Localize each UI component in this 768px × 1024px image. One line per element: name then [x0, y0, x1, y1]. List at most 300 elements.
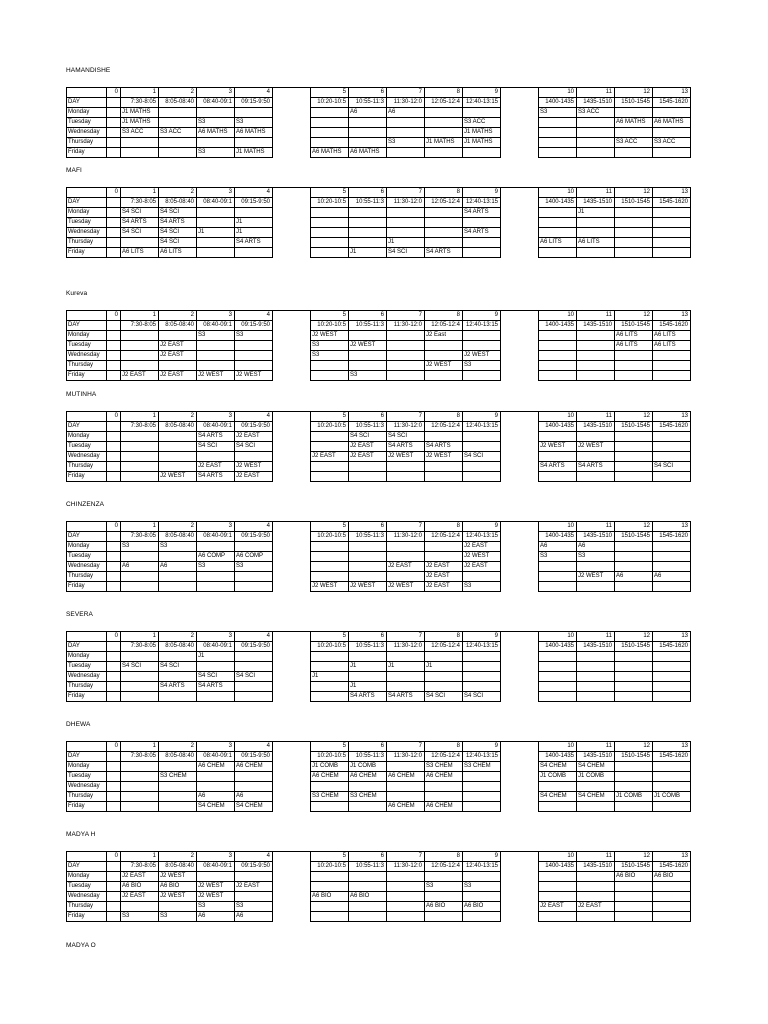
- class-cell: [121, 762, 159, 772]
- spacer-cell: [501, 782, 539, 792]
- day-name: Thursday: [67, 361, 107, 371]
- class-cell: [539, 582, 577, 592]
- class-cell: S3: [539, 108, 577, 118]
- day-name: Friday: [67, 472, 107, 482]
- column-number: 12: [615, 88, 653, 98]
- class-cell: A6: [577, 542, 615, 552]
- class-cell: S3: [463, 361, 501, 371]
- spacer-cell: [501, 148, 539, 158]
- column-number-row: [67, 412, 691, 422]
- class-cell: [197, 351, 235, 361]
- column-number: 3: [197, 188, 235, 198]
- class-cell: [235, 892, 273, 902]
- column-number: 3: [197, 742, 235, 752]
- period-time: 08:40-09:1: [197, 642, 235, 652]
- period-time: 09:15-9:50: [235, 198, 273, 208]
- class-cell: [463, 872, 501, 882]
- class-cell: [577, 692, 615, 702]
- class-cell: A6 BIO: [653, 872, 691, 882]
- spacer-cell: [273, 892, 311, 902]
- class-cell: [349, 882, 387, 892]
- class-cell: [577, 562, 615, 572]
- class-cell: [615, 148, 653, 158]
- column-number: 3: [197, 88, 235, 98]
- day-name: Monday: [67, 652, 107, 662]
- class-cell: [235, 582, 273, 592]
- spacer-cell: [501, 442, 539, 452]
- period-cell: [107, 462, 121, 472]
- day-name: Thursday: [67, 572, 107, 582]
- day-name: Tuesday: [67, 218, 107, 228]
- column-number-row: [67, 311, 691, 321]
- class-cell: J2 EAST: [159, 371, 197, 381]
- class-cell: S3: [539, 552, 577, 562]
- class-cell: [463, 572, 501, 582]
- class-cell: J1: [197, 652, 235, 662]
- class-cell: J2 EAST: [425, 572, 463, 582]
- period-time: 12:05-12:4: [425, 862, 463, 872]
- column-number: 5: [311, 522, 349, 532]
- timetable-grid: [66, 187, 691, 258]
- column-number: 12: [615, 412, 653, 422]
- period-time: 10:20-10:5: [311, 321, 349, 331]
- timetable-grid: [66, 87, 691, 158]
- class-cell: [311, 248, 349, 258]
- class-cell: S3 CHEM: [311, 792, 349, 802]
- class-cell: J2 EAST: [577, 902, 615, 912]
- class-cell: [653, 692, 691, 702]
- class-cell: [463, 652, 501, 662]
- day-row: [67, 872, 691, 882]
- period-time: 7:30-8:05: [121, 98, 159, 108]
- class-cell: [197, 248, 235, 258]
- spacer-cell: [273, 371, 311, 381]
- teacher-name: SEVERA: [66, 611, 93, 618]
- teacher-name: MAFI: [66, 167, 82, 174]
- class-cell: [539, 341, 577, 351]
- period-time: 10:20-10:5: [311, 422, 349, 432]
- class-cell: [539, 692, 577, 702]
- class-cell: J2 EAST: [197, 462, 235, 472]
- class-cell: [615, 238, 653, 248]
- spacer-cell: [273, 432, 311, 442]
- column-number: 6: [349, 88, 387, 98]
- class-cell: S4 SCI: [425, 692, 463, 702]
- column-number: 13: [653, 522, 691, 532]
- period-cell: [107, 882, 121, 892]
- day-row: [67, 762, 691, 772]
- class-cell: S4 ARTS: [159, 218, 197, 228]
- class-cell: [615, 662, 653, 672]
- day-name: Tuesday: [67, 662, 107, 672]
- class-cell: [387, 892, 425, 902]
- column-number: 4: [235, 742, 273, 752]
- spacer-cell: [273, 562, 311, 572]
- class-cell: [539, 562, 577, 572]
- class-cell: [425, 792, 463, 802]
- class-cell: A6 LITS: [615, 331, 653, 341]
- period-cell: [107, 892, 121, 902]
- column-number: 6: [349, 522, 387, 532]
- class-cell: S3: [235, 562, 273, 572]
- class-cell: A6 BIO: [463, 902, 501, 912]
- class-cell: S3: [235, 902, 273, 912]
- column-number: 8: [425, 88, 463, 98]
- class-cell: [387, 682, 425, 692]
- day-row: [67, 652, 691, 662]
- class-cell: [463, 248, 501, 258]
- class-cell: J1 MATHS: [121, 118, 159, 128]
- class-cell: [311, 542, 349, 552]
- class-cell: [615, 351, 653, 361]
- class-cell: [311, 138, 349, 148]
- spacer-cell: [273, 248, 311, 258]
- class-cell: J2 WEST: [425, 452, 463, 462]
- class-cell: J2 WEST: [349, 341, 387, 351]
- period-time: 8:05-08:40: [159, 198, 197, 208]
- period-time: 11:30-12:0: [387, 98, 425, 108]
- class-cell: [121, 238, 159, 248]
- period-cell: [107, 682, 121, 692]
- class-cell: A6 MATHS: [615, 118, 653, 128]
- spacer-cell: [501, 188, 539, 198]
- class-cell: [387, 228, 425, 238]
- spacer-cell: [501, 672, 539, 682]
- class-cell: S3: [311, 351, 349, 361]
- spacer-cell: [501, 208, 539, 218]
- class-cell: [311, 882, 349, 892]
- spacer-cell: [501, 632, 539, 642]
- column-number: 7: [387, 522, 425, 532]
- class-cell: [653, 208, 691, 218]
- class-cell: [235, 772, 273, 782]
- timetable-grid: [66, 411, 691, 482]
- column-number: 5: [311, 188, 349, 198]
- period-time: 8:05-08:40: [159, 321, 197, 331]
- class-cell: S4 SCI: [387, 248, 425, 258]
- column-number: 13: [653, 188, 691, 198]
- class-cell: S4 SCI: [159, 208, 197, 218]
- day-row: [67, 892, 691, 902]
- period-time: 12:05-12:4: [425, 198, 463, 208]
- column-number: 10: [539, 412, 577, 422]
- spacer-cell: [501, 562, 539, 572]
- class-cell: [349, 351, 387, 361]
- timetable-grid: [66, 521, 691, 592]
- class-cell: [463, 462, 501, 472]
- class-cell: [159, 462, 197, 472]
- class-cell: [425, 682, 463, 692]
- spacer-cell: [273, 472, 311, 482]
- class-cell: [159, 118, 197, 128]
- class-cell: S3: [159, 912, 197, 922]
- column-number: 7: [387, 852, 425, 862]
- class-cell: [235, 652, 273, 662]
- spacer-cell: [501, 228, 539, 238]
- day-row: [67, 662, 691, 672]
- class-cell: [577, 452, 615, 462]
- class-cell: J1: [235, 218, 273, 228]
- class-cell: [387, 552, 425, 562]
- class-cell: [235, 452, 273, 462]
- column-number: 10: [539, 188, 577, 198]
- class-cell: J1 MATHS: [235, 148, 273, 158]
- day-name: Friday: [67, 248, 107, 258]
- day-row: [67, 452, 691, 462]
- class-cell: [387, 371, 425, 381]
- column-number: 12: [615, 632, 653, 642]
- class-cell: S3: [577, 552, 615, 562]
- period-time: 1510-1545: [615, 198, 653, 208]
- class-cell: J2 EAST: [349, 442, 387, 452]
- class-cell: J1: [425, 662, 463, 672]
- class-cell: [159, 692, 197, 702]
- day-label: DAY: [67, 862, 107, 872]
- class-cell: [387, 652, 425, 662]
- class-cell: A6 LITS: [159, 248, 197, 258]
- class-cell: A6 BIO: [311, 892, 349, 902]
- class-cell: A6 LITS: [615, 341, 653, 351]
- class-cell: A6 CHEM: [349, 772, 387, 782]
- column-number: 12: [615, 742, 653, 752]
- class-cell: [539, 892, 577, 902]
- class-cell: [197, 238, 235, 248]
- class-cell: [197, 542, 235, 552]
- class-cell: S3 ACC: [653, 138, 691, 148]
- spacer-cell: [273, 642, 311, 652]
- period-time: 1400-1435: [539, 321, 577, 331]
- class-cell: [159, 331, 197, 341]
- class-cell: A6: [387, 108, 425, 118]
- class-cell: [387, 128, 425, 138]
- class-cell: [349, 802, 387, 812]
- period-time: 12:05-12:4: [425, 752, 463, 762]
- class-cell: [425, 128, 463, 138]
- period-time: 12:05-12:4: [425, 532, 463, 542]
- class-cell: A6 MATHS: [235, 128, 273, 138]
- class-cell: J1 MATHS: [121, 108, 159, 118]
- period-time: 10:20-10:5: [311, 98, 349, 108]
- class-cell: J1: [235, 228, 273, 238]
- class-cell: A6 MATHS: [349, 148, 387, 158]
- class-cell: S4 CHEM: [235, 802, 273, 812]
- spacer-cell: [273, 672, 311, 682]
- class-cell: [121, 148, 159, 158]
- spacer-cell: [501, 198, 539, 208]
- class-cell: J1 MATHS: [463, 128, 501, 138]
- spacer-cell: [501, 742, 539, 752]
- period-cell: [107, 772, 121, 782]
- class-cell: A6 CHEM: [387, 772, 425, 782]
- period-time: 8:05-08:40: [159, 862, 197, 872]
- class-cell: [121, 351, 159, 361]
- class-cell: S3: [121, 912, 159, 922]
- class-cell: A6 CHEM: [197, 762, 235, 772]
- column-number: 11: [577, 742, 615, 752]
- class-cell: [311, 118, 349, 128]
- period-time: 12:40-13:15: [463, 642, 501, 652]
- period-cell: [107, 662, 121, 672]
- class-cell: [539, 371, 577, 381]
- spacer-cell: [501, 311, 539, 321]
- class-cell: [349, 218, 387, 228]
- spacer-cell: [501, 331, 539, 341]
- class-cell: [387, 462, 425, 472]
- class-cell: A6 MATHS: [197, 128, 235, 138]
- period-time: 11:30-12:0: [387, 321, 425, 331]
- class-cell: [653, 762, 691, 772]
- class-cell: S3 CHEM: [159, 772, 197, 782]
- class-cell: J2 EAST: [387, 562, 425, 572]
- class-cell: J1: [197, 228, 235, 238]
- class-cell: S3 ACC: [121, 128, 159, 138]
- column-number: 1: [121, 632, 159, 642]
- class-cell: A6 LITS: [653, 341, 691, 351]
- period-time: 10:55-11:3: [349, 321, 387, 331]
- column-number: 13: [653, 412, 691, 422]
- column-number: 12: [615, 188, 653, 198]
- class-cell: [615, 371, 653, 381]
- class-cell: [311, 128, 349, 138]
- class-cell: S4 ARTS: [235, 238, 273, 248]
- class-cell: S4 SCI: [387, 432, 425, 442]
- column-number: 10: [539, 311, 577, 321]
- class-cell: A6 CHEM: [235, 762, 273, 772]
- class-cell: A6 BIO: [615, 872, 653, 882]
- class-cell: [311, 228, 349, 238]
- spacer-cell: [501, 218, 539, 228]
- day-row: [67, 238, 691, 248]
- spacer-cell: [273, 652, 311, 662]
- class-cell: [615, 782, 653, 792]
- class-cell: J2 WEST: [387, 582, 425, 592]
- class-cell: [577, 782, 615, 792]
- class-cell: [577, 662, 615, 672]
- period-time: 7:30-8:05: [121, 642, 159, 652]
- spacer-cell: [273, 208, 311, 218]
- class-cell: [577, 138, 615, 148]
- class-cell: J2 EAST: [121, 872, 159, 882]
- spacer-cell: [273, 782, 311, 792]
- class-cell: [539, 672, 577, 682]
- class-cell: [539, 228, 577, 238]
- day-row: [67, 562, 691, 572]
- day-row: [67, 128, 691, 138]
- column-number: 2: [159, 852, 197, 862]
- class-cell: [387, 118, 425, 128]
- class-cell: J2 EAST: [425, 582, 463, 592]
- class-cell: J2 EAST: [539, 902, 577, 912]
- corner-cell: [67, 632, 107, 642]
- column-number: 1: [121, 412, 159, 422]
- class-cell: A6 LITS: [121, 248, 159, 258]
- spacer-cell: [273, 341, 311, 351]
- class-cell: [539, 912, 577, 922]
- class-cell: S3: [235, 331, 273, 341]
- class-cell: [615, 248, 653, 258]
- class-cell: [311, 652, 349, 662]
- day-name: Tuesday: [67, 772, 107, 782]
- column-number: 4: [235, 188, 273, 198]
- spacer-cell: [501, 652, 539, 662]
- class-cell: [197, 108, 235, 118]
- class-cell: [235, 692, 273, 702]
- class-cell: [425, 912, 463, 922]
- column-number: 0: [107, 522, 121, 532]
- column-number: 9: [463, 188, 501, 198]
- column-number: 6: [349, 852, 387, 862]
- class-cell: S4 ARTS: [349, 692, 387, 702]
- class-cell: [197, 872, 235, 882]
- class-cell: [425, 371, 463, 381]
- column-number: 8: [425, 522, 463, 532]
- class-cell: A6 LITS: [577, 238, 615, 248]
- class-cell: S4 SCI: [121, 228, 159, 238]
- period-time: 1510-1545: [615, 862, 653, 872]
- day-row: [67, 782, 691, 792]
- class-cell: [653, 128, 691, 138]
- spacer-cell: [501, 248, 539, 258]
- class-cell: S4 SCI: [235, 442, 273, 452]
- class-cell: A6: [121, 562, 159, 572]
- period-cell: [107, 472, 121, 482]
- class-cell: [653, 148, 691, 158]
- column-number: 8: [425, 742, 463, 752]
- class-cell: [539, 331, 577, 341]
- class-cell: [159, 552, 197, 562]
- class-cell: [159, 452, 197, 462]
- day-row: [67, 912, 691, 922]
- period-cell: [107, 572, 121, 582]
- spacer-cell: [501, 88, 539, 98]
- spacer-cell: [273, 802, 311, 812]
- period-time: 11:30-12:0: [387, 752, 425, 762]
- class-cell: S3: [197, 118, 235, 128]
- column-number: 3: [197, 632, 235, 642]
- class-cell: A6 BIO: [121, 882, 159, 892]
- spacer-cell: [501, 412, 539, 422]
- class-cell: S4 ARTS: [387, 692, 425, 702]
- class-cell: [387, 148, 425, 158]
- class-cell: [121, 792, 159, 802]
- class-cell: [387, 341, 425, 351]
- column-number: 0: [107, 632, 121, 642]
- day-name: Monday: [67, 872, 107, 882]
- class-cell: [615, 218, 653, 228]
- class-cell: [159, 762, 197, 772]
- spacer-cell: [273, 872, 311, 882]
- class-cell: [159, 432, 197, 442]
- class-cell: [463, 802, 501, 812]
- day-label: DAY: [67, 422, 107, 432]
- period-time: 10:55-11:3: [349, 422, 387, 432]
- class-cell: [349, 902, 387, 912]
- class-cell: J1 MATHS: [425, 138, 463, 148]
- period-time: 7:30-8:05: [121, 532, 159, 542]
- class-cell: [121, 772, 159, 782]
- period-time: 10:20-10:5: [311, 642, 349, 652]
- class-cell: J2 WEST: [311, 582, 349, 592]
- day-label: DAY: [67, 198, 107, 208]
- class-cell: [159, 148, 197, 158]
- column-number: 0: [107, 188, 121, 198]
- class-cell: [121, 361, 159, 371]
- class-cell: [311, 462, 349, 472]
- period-cell: [107, 218, 121, 228]
- day-row: [67, 882, 691, 892]
- class-cell: [121, 572, 159, 582]
- class-cell: [349, 552, 387, 562]
